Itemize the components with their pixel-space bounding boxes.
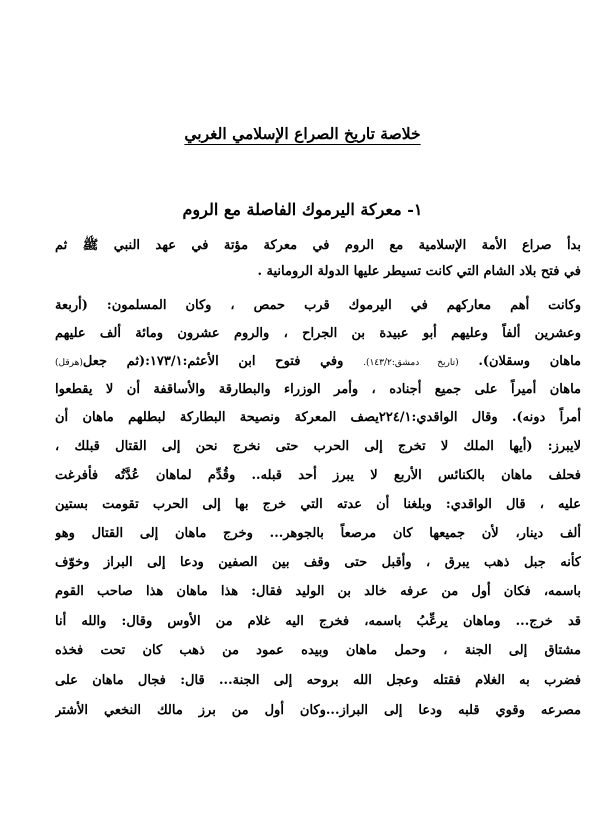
text-line: أمراً دونه). وقال الواقدي:٢٢٤/١يصف المعركة ونصيحة البطاركة لبطلهم ماهان أن [55, 410, 581, 425]
text-line: في فتح بلاد الشام التي كانت تسيطر عليها الدولة الرومانية . [257, 264, 581, 279]
text-line: ألف دينار، لأن جميعها كان مرصعاً بالجوهر... وخرج ماهان إلى القتال وهو [55, 526, 581, 541]
text-line: قد خرج... وماهان يرعِّبُ باسمه، فخرج اليه غلام من الأوس وقال: والله أنا [55, 614, 581, 629]
text-line: ماهان أميراً على جميع أجناده ، وأمر الوزراء والبطارقة والأساقفة أن لا يقطعوا [55, 382, 581, 397]
text-line: باسمه، فكان أول من عرفه خالد بن الوليد فقال: هذا ماهان هذا صاحب القوم [55, 584, 581, 599]
page-title: خلاصة تاريخ الصراع الإسلامي الغربي [184, 124, 421, 143]
text-line: كأنه جبل ذهب يبرق ، وأقبل حتى وقف بين الصفين ودعا إلى البراز وخوّف [55, 555, 581, 570]
section-heading: ١- معركة اليرموك الفاصلة مع الروم [182, 200, 423, 219]
text-line: عليه ، قال الواقدي: وبلغنا أن عدته التي خرج بها إلى الحرب تقومت بستين [55, 497, 581, 512]
text-line-with-citations: ماهان وسقلان). (تاريخ دمشق:١٤٣/٢). وفي فتوح ابن الأعثم:١٧٣/١:(ثم جعل(هرقل) [55, 354, 581, 369]
text-line: مشتاق إلى الجنة ، وحمل ماهان وبيده عمود من ذهب كان تحت فخذه [55, 643, 581, 658]
text-line: وكانت أهم معاركهم في اليرموك قرب حمص ، وكان المسلمون: (أربعة [55, 298, 581, 313]
text-line: وعشرين ألفاً وعليهم أبو عبيدة بن الجراح ، والروم عشرون ومائة ألف عليهم [55, 326, 581, 341]
text-line: لايبرز: (أيها الملك لا تخرج إلى الحرب حتى نخرج نحن إلى القتال قبلك ، [55, 439, 581, 454]
text-line: فضرب به الغلام فقتله وعجل الله بروحه إلى الجنة... قال: فجال ماهان على [55, 673, 581, 688]
text-line: مصرعه وقوي قلبه ودعا إلى البراز...وكان أول من برز مالك النخعي الأشتر [55, 703, 581, 718]
text-line: بدأ صراع الأمة الإسلامية مع الروم في معركة مؤتة في عهد النبي ﷺ ثم [55, 238, 581, 253]
text-line: فحلف ماهان بالكنائس الأربع لا يبرز أحد قبله.. وقُدِّم لماهان عُدَّتُه فأفرغت [55, 468, 581, 483]
